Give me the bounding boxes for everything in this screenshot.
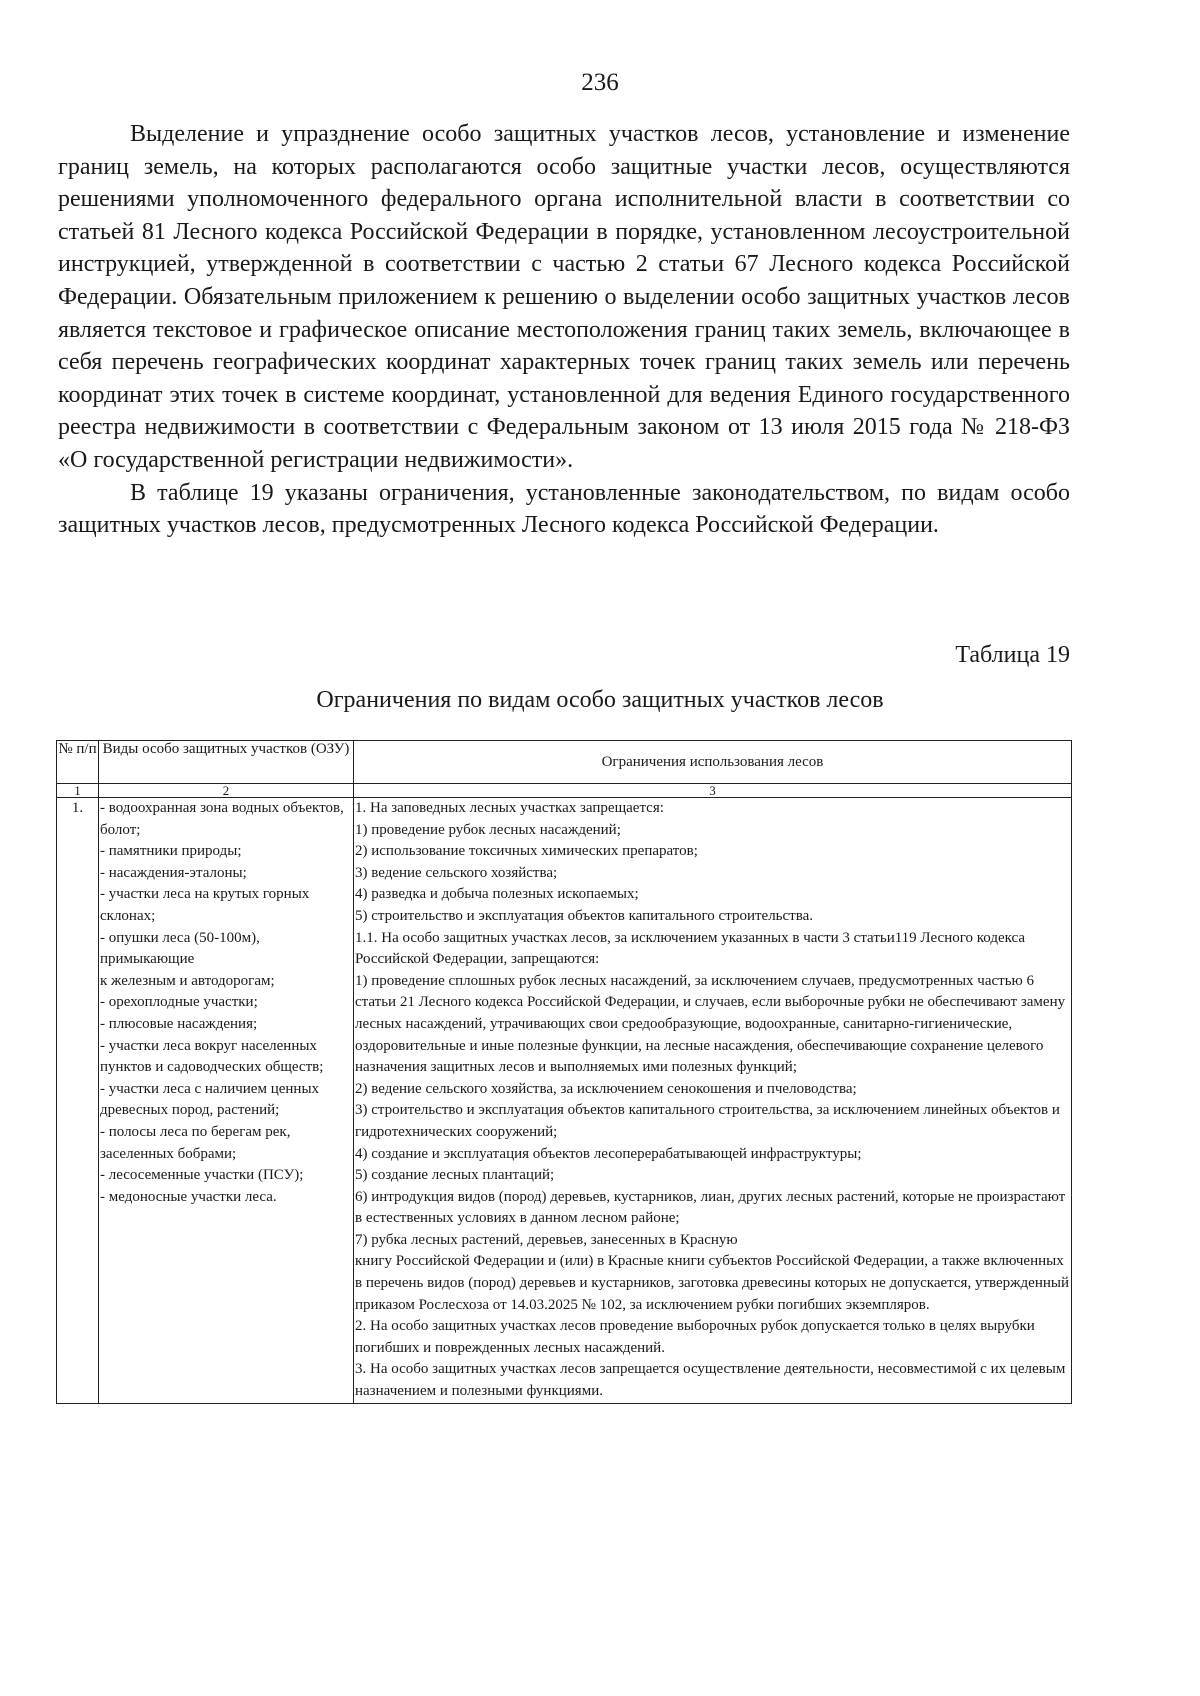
column-number: 1 — [57, 784, 99, 798]
column-number: 2 — [99, 784, 354, 798]
restriction-item: 3) ведение сельского хозяйства; — [355, 864, 558, 881]
body-text — [58, 118, 1070, 542]
column-number: 3 — [354, 784, 1072, 798]
paragraph: В таблице 19 указаны ограничения, установленные законодательством, по видам особо защитных участков лесов, предусмотренных Лесного кодекса Российской Федерации. — [58, 479, 1070, 539]
kind-item: - водоохранная зона водных объектов, болот; — [100, 800, 344, 838]
restriction-item: 4) создание и эксплуатация объектов лесоперерабатывающей инфраструктуры; — [355, 1145, 862, 1162]
restriction-item: книгу Российской Федерации и (или) в Красные книги субъектов Российской Федерации, а также включенных в перечень видов (пород) деревьев и кустарников, заготовка древесины которых не допускается, утвержденный приказом Рослесхоза от 14.03.2025 № 102, за исключением рубки погибших экземпляров. — [355, 1253, 1069, 1313]
kind-item: - насаждения-эталоны; — [100, 864, 247, 881]
kind-item: - участки леса на крутых горных склонах; — [100, 886, 310, 924]
kind-item: - памятники природы; — [100, 843, 242, 860]
table-label: Таблица 19 — [955, 642, 1070, 668]
kind-item: - орехоплодные участки; — [100, 994, 258, 1011]
header-restrictions: Ограничения использования лесов — [354, 741, 1072, 784]
kind-item: - участки леса с наличием ценных древесных пород, растений; — [100, 1080, 320, 1119]
header-number: № п/п — [57, 741, 99, 784]
kind-item: - опушки леса (50-100м), примыкающие — [100, 929, 260, 968]
kind-item: - полосы леса по берегам рек, заселенных бобрами; — [100, 1123, 291, 1162]
restrictions-table — [56, 740, 1072, 1404]
restriction-item: 3. На особо защитных участках лесов запрещается осуществление деятельности, несовместимой с их целевым назначением и полезными функциями. — [355, 1361, 1066, 1400]
kind-item: - лесосеменные участки (ПСУ); — [100, 1167, 304, 1184]
table-title: Ограничения по видам особо защитных участков лесов — [316, 687, 884, 713]
restriction-item: 5) создание лесных плантаций; — [355, 1167, 555, 1184]
page-number: 236 — [581, 69, 619, 96]
restriction-item: 2) использование токсичных химических препаратов; — [355, 843, 698, 860]
table-header-row — [57, 741, 1072, 784]
restriction-item: 5) строительство и эксплуатация объектов капитального строительства. — [355, 907, 814, 924]
kind-item: к железным и автодорогам; — [100, 972, 275, 989]
paragraph: Выделение и упразднение особо защитных участков лесов, установление и изменение границ земель, на которых располагаются особо защитные участки лесов, осуществляются решениями уполномоченного федерального органа исполнительной власти в соответствии со статьей 81 Лесного кодекса Российской Федерации в порядке, установленном лесоустроительной инструкцией, утвержденной в соответствии с частью 2 статьи 67 Лесного кодекса Российской Федерации. Обязательным приложением к решению о выделении особо защитных участков лесов является текстовое и графическое описание местоположения границ таких земель, включающее в себя перечень географических координат характерных точек границ таких земель или перечень координат этих точек в системе координат, установленной для ведения Единого государственного реестра недвижимости в соответствии с Федеральным законом от 13 июля 2015 года № 218-ФЗ «О государственной регистрации недвижимости». — [58, 121, 1070, 473]
restriction-item: 1) проведение рубок лесных насаждений; — [355, 821, 621, 838]
restriction-item: 1.1. На особо защитных участках лесов, за исключением указанных в части 3 статьи119 Лесного кодекса Российской Федерации, запрещаются: — [355, 929, 1026, 968]
restriction-item: 3) строительство и эксплуатация объектов капитального строительства, за исключением линейных объектов и гидротехнических сооружений; — [355, 1102, 1060, 1140]
restriction-item: 1. На заповедных лесных участках запрещается: — [355, 800, 664, 816]
kind-item: - плюсовые насаждения; — [100, 1015, 258, 1032]
restriction-item: 2) ведение сельского хозяйства, за исключением сенокошения и пчеловодства; — [355, 1080, 857, 1097]
header-kinds: Виды особо защитных участков (ОЗУ) — [99, 741, 354, 784]
kind-item: - участки леса вокруг населенных пунктов и садоводческих обществ; — [100, 1037, 324, 1076]
restriction-item: 4) разведка и добыча полезных ископаемых; — [355, 886, 639, 903]
kinds-cell — [99, 798, 354, 1404]
restriction-item: 1) проведение сплошных рубок лесных насаждений, за исключением случаев, предусмотренных частью 6 статьи 21 Лесного кодекса Российской Федерации, и случаев, если выборочные рубки не обеспечивают замену лесных насаждений, утрачивающих свои средообразующие, водоохранные, санитарно-гигиенические, оздоровительные и иные полезные функции, на лесные насаждения, обеспечивающие сохранение целевого назначения защитных лесов и выполняемых ими полезных функций; — [355, 972, 1066, 1076]
restriction-item: 7) рубка лесных растений, деревьев, занесенных в Красную — [355, 1231, 738, 1248]
table-row — [57, 798, 1072, 1404]
column-number-row — [57, 784, 1072, 798]
restrictions-cell — [354, 798, 1072, 1404]
restriction-item: 2. На особо защитных участках лесов проведение выборочных рубок допускается только в целях вырубки погибших и поврежденных лесных насаждений. — [355, 1318, 1035, 1356]
row-number: 1. — [57, 798, 99, 1404]
restriction-item: 6) интродукция видов (пород) деревьев, кустарников, лиан, других лесных растений, которые не произрастают в естественных условиях в данном лесном районе; — [355, 1188, 1066, 1227]
kind-item: - медоносные участки леса. — [100, 1188, 277, 1205]
